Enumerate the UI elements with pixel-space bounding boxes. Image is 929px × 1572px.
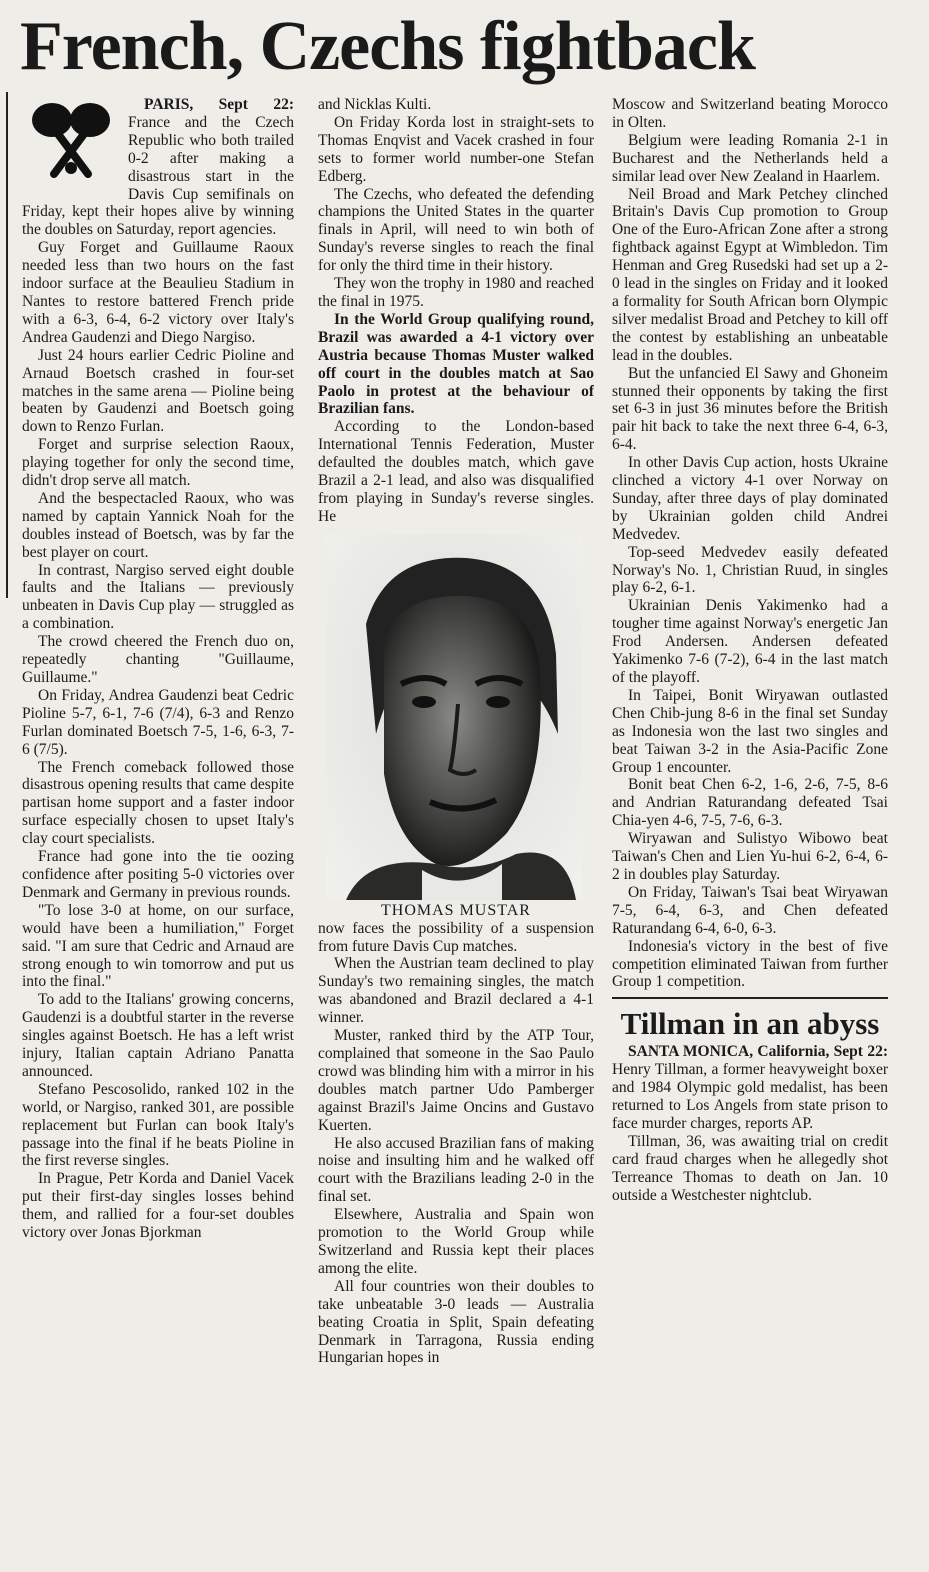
paragraph bbox=[612, 454, 888, 544]
paragraph bbox=[612, 365, 888, 455]
paragraph-text: France had gone into the tie oozing confidence after positing 5-0 victories over Denmark and Germany in previous rounds. bbox=[22, 848, 294, 901]
article-column-1 bbox=[22, 96, 294, 1546]
paragraph bbox=[318, 96, 594, 114]
paragraph bbox=[612, 776, 888, 830]
paragraph bbox=[22, 1170, 294, 1242]
paragraph-text: Muster, ranked third by the ATP Tour, complained that someone in the Sao Paulo crowd was blinding him with a mirror in his doubles match partner Udo Pamberger against Brazil's Jaime Oncins and Gustavo Kuerten. bbox=[318, 1027, 594, 1134]
paragraph-text: Neil Broad and Mark Petchey clinched Britain's Davis Cup promotion to Group One of the Euro-African Zone after a strong fightback against Egypt at Wimbledon. Tim Henman and Greg Rusedski had set up a 2-0 lead in the singles on Friday and it looked a formality for South African born Olympic silver medalist Broad and Petchey to kill off the contest by establishing an unbeatable lead in the doubles. bbox=[612, 185, 888, 364]
portrait-image bbox=[326, 534, 582, 900]
paragraph-text: To add to the Italians' growing concerns, Gaudenzi is a doubtful starter in the reverse singles against Boetsch. He has a left wrist injury, Italian captain Adriano Panatta announced. bbox=[22, 991, 294, 1080]
paragraph bbox=[612, 938, 888, 992]
column-2-bottom-paragraphs bbox=[318, 920, 594, 1368]
sub-headline: Tillman in an abyss bbox=[620, 1006, 880, 1042]
paragraph-text: On Friday Korda lost in straight-sets to Thomas Enqvist and Vacek crashed in four sets to former world number-one Stefan Edberg. bbox=[318, 113, 594, 185]
paragraph bbox=[22, 687, 294, 759]
paragraph-text: now faces the possibility of a suspension from future Davis Cup matches. bbox=[318, 919, 594, 955]
dateline: PARIS, Sept 22: bbox=[144, 96, 294, 113]
paragraph bbox=[318, 920, 594, 956]
paragraph-text: And the bespectacled Raoux, who was named by captain Yannick Noah for the doubles instead of Boetsch, was by far the best player on court. bbox=[22, 489, 294, 561]
paragraph-text: The Czechs, who defeated the defending champions the United States in the quarter finals in April, will need to win both of Sunday's reverse singles to reach the final for only the third time in their history. bbox=[318, 185, 594, 275]
paragraph bbox=[318, 1135, 594, 1207]
paragraph-text: In Prague, Petr Korda and Daniel Vacek put their first-day singles losses behind them, and rallied for a four-set doubles victory over Jonas Bjorkman bbox=[22, 1170, 294, 1242]
paragraph bbox=[22, 991, 294, 1081]
paragraph-text: Just 24 hours earlier Cedric Pioline and Arnaud Boetsch crashed in four-set matches in the same arena — Pioline being beaten by Gaudenzi and Boetsch going down to Renzo Furlan. bbox=[22, 346, 294, 436]
paragraph bbox=[612, 96, 888, 132]
paragraph bbox=[318, 186, 594, 276]
article-column-2 bbox=[318, 96, 594, 1546]
article-column-3 bbox=[612, 96, 888, 1546]
paragraph bbox=[612, 830, 888, 884]
paragraph bbox=[318, 1206, 594, 1278]
paragraph bbox=[612, 186, 888, 365]
paragraph bbox=[22, 848, 294, 902]
paragraph bbox=[612, 597, 888, 687]
paragraph-text: Tillman, 36, was awaiting trial on credit card fraud charges when he allegedly shot Terreance Thomas to death on Jan. 10 outside a Westchester nightclub. bbox=[612, 1132, 888, 1204]
paragraph-text: All four countries won their doubles to take unbeatable 3-0 leads — Australia beating Croatia in Split, Spain defeating Denmark in Tarragona, Russia ending Hungarian hopes in bbox=[318, 1277, 594, 1367]
paragraph-text: Henry Tillman, a former heavyweight boxer and 1984 Olympic gold medalist, has been returned to Los Angels from state prison to face murder charges, reports AP. bbox=[612, 1061, 888, 1132]
paragraph-text: Wiryawan and Sulistyo Wibowo beat Taiwan's Chen and Lien Yu-hui 6-2, 6-4, 6-2 in doubles play Saturday. bbox=[612, 830, 888, 883]
paragraph bbox=[22, 239, 294, 346]
paragraph bbox=[612, 1133, 888, 1205]
paragraph bbox=[318, 311, 594, 418]
paragraph-text: Indonesia's victory in the best of five competition eliminated Taiwan from further Group 1 competition. bbox=[612, 937, 888, 991]
paragraph bbox=[612, 1043, 888, 1133]
paragraph-text: The crowd cheered the French duo on, repeatedly chanting "Guillaume, Guillaume." bbox=[22, 633, 294, 686]
paragraph-text: Bonit beat Chen 6-2, 1-6, 2-6, 7-5, 8-6 and Andrian Raturandang defeated Tsai Chia-yen 4-6, 7-5, 7-6, 6-3. bbox=[612, 776, 888, 830]
column-2-top-paragraphs bbox=[318, 96, 594, 526]
story-divider bbox=[612, 997, 888, 999]
paragraph bbox=[318, 1027, 594, 1134]
paragraph-text: But the unfancied El Sawy and Ghoneim stunned their opponents by taking the first set 6-3 in just 36 minutes before the British pair hit back to take the next three 6-4, 6-3, 6-4. bbox=[612, 364, 888, 454]
paragraph bbox=[22, 633, 294, 687]
thomas-muster-photo bbox=[326, 534, 582, 900]
paragraph-text: "To lose 3-0 at home, on our surface, would have been a humiliation," Forget said. "I am sure that Cedric and Arnaud are strong enough to win tomorrow and put us into the final." bbox=[22, 901, 294, 991]
paragraph bbox=[22, 902, 294, 992]
paragraph-text: When the Austrian team declined to play Sunday's two remaining singles, the match was abandoned and Brazil declared a 4-1 winner. bbox=[318, 955, 594, 1027]
paragraph-text: In contrast, Nargiso served eight double faults and the Italians — previously unbeaten in Davis Cup play — struggled as a combination. bbox=[22, 561, 294, 633]
headline: French, Czechs fightback bbox=[20, 8, 755, 85]
photo-caption: THOMAS MUSTAR bbox=[381, 901, 531, 919]
paragraph bbox=[318, 1278, 594, 1368]
paragraph-text: Top-seed Medvedev easily defeated Norway's No. 1, Christian Ruud, in singles play 6-2, 6-1. bbox=[612, 543, 888, 597]
paragraph-text: Moscow and Switzerland beating Morocco in Olten. bbox=[612, 96, 888, 131]
paragraph bbox=[318, 418, 594, 525]
paragraph-text: Guy Forget and Guillaume Raoux needed less than two hours on the fast indoor surface at the Beaulieu Stadium in Nantes to restore battered French pride with a 6-3, 6-4, 6-2 victory over Italy's Andrea Gaudenzi and Diego Nargiso. bbox=[22, 239, 294, 346]
paragraph-text: France and the Czech Republic who both trailed 0-2 after making a disastrous start in the Davis Cup semifinals on Friday, kept their hopes alive by winning the doubles on Saturday, report agencies. bbox=[22, 113, 294, 239]
paragraph-text: Stefano Pescosolido, ranked 102 in the world, or Nargiso, ranked 301, are possible replacement but Furlan can book Italy's passage into the final if he beats Pioline in the first reverse singles. bbox=[22, 1080, 294, 1170]
paragraph bbox=[612, 132, 888, 186]
paragraph-text: In other Davis Cup action, hosts Ukraine clinched a victory 4-1 over Norway on Sunday, after three days of play dominated by Ukrainian golden child Andrei Medvedev. bbox=[612, 454, 888, 543]
paragraph bbox=[612, 687, 888, 777]
paragraph bbox=[22, 759, 294, 849]
paragraph bbox=[318, 275, 594, 311]
paragraph bbox=[22, 347, 294, 437]
paragraph-text: Forget and surprise selection Raoux, playing together for only the second time, didn't drop serve all match. bbox=[22, 436, 294, 490]
paragraph bbox=[318, 114, 594, 186]
paragraph bbox=[22, 436, 294, 490]
sub-article-paragraphs bbox=[612, 1043, 888, 1204]
paragraph-text: They won the trophy in 1980 and reached the final in 1975. bbox=[318, 275, 594, 310]
paragraph-text: In Taipei, Bonit Wiryawan outlasted Chen Chib-jung 8-6 in the final set Sunday as Indonesia won the last two singles and beat Taiwan 3-2 in the Asia-Pacific Zone Group 1 encounter. bbox=[612, 686, 888, 776]
paragraph-text: On Friday, Taiwan's Tsai beat Wiryawan 7-5, 6-4, 6-3, and Chen defeated Raturandang 6-4, 6-0, 6-3. bbox=[612, 883, 888, 937]
paragraph bbox=[318, 955, 594, 1027]
paragraph-text: Elsewhere, Australia and Spain won promotion to the World Group while Switzerland and Russia kept their places among the elite. bbox=[318, 1206, 594, 1277]
paragraph bbox=[612, 884, 888, 938]
paragraph-text: In the World Group qualifying round, Brazil was awarded a 4-1 victory over Austria because Thomas Muster walked off court in the doubles match at Sao Paolo in protest at the behaviour of Brazilian fans. bbox=[318, 310, 594, 418]
column-1-paragraphs bbox=[22, 96, 294, 1242]
paragraph bbox=[22, 490, 294, 562]
paragraph-text: According to the London-based International Tennis Federation, Muster defaulted the doubles match, which gave Brazil a 2-1 lead, and also was disqualified from playing in Sunday's reverse singles. He bbox=[318, 418, 594, 525]
paragraph-text: Belgium were leading Romania 2-1 in Bucharest and the Netherlands held a similar lead over New Zealand in Haarlem. bbox=[612, 131, 888, 185]
paragraph-text: Ukrainian Denis Yakimenko had a tougher time against Norway's energetic Jan Frod Andersen. Andersen defeated Yakimenko 7-6 (7-2), 6-4 in the last match of the playoff. bbox=[612, 597, 888, 686]
paragraph-text: and Nicklas Kulti. bbox=[318, 96, 432, 113]
tennis-rackets-icon bbox=[22, 98, 120, 184]
dateline: SANTA MONICA, California, Sept 22: bbox=[628, 1043, 888, 1061]
column-3-paragraphs bbox=[612, 96, 888, 991]
paragraph-text: He also accused Brazilian fans of making noise and insulting him and he walked off court with the Brazilians leading 2-0 in the final set. bbox=[318, 1134, 594, 1206]
paragraph-text: On Friday, Andrea Gaudenzi beat Cedric Pioline 5-7, 6-1, 7-6 (7/4), 6-3 and Renzo Furlan dominated Boetsch 7-5, 1-6, 6-3, 7-6 (7/5). bbox=[22, 686, 294, 758]
paragraph bbox=[612, 544, 888, 598]
left-column-rule bbox=[6, 92, 8, 598]
paragraph bbox=[22, 562, 294, 634]
paragraph bbox=[22, 1081, 294, 1171]
paragraph-text: The French comeback followed those disastrous opening results that came despite partisan home support and a faster indoor surface especially chosen to upset Italy's clay court specialists. bbox=[22, 758, 294, 848]
